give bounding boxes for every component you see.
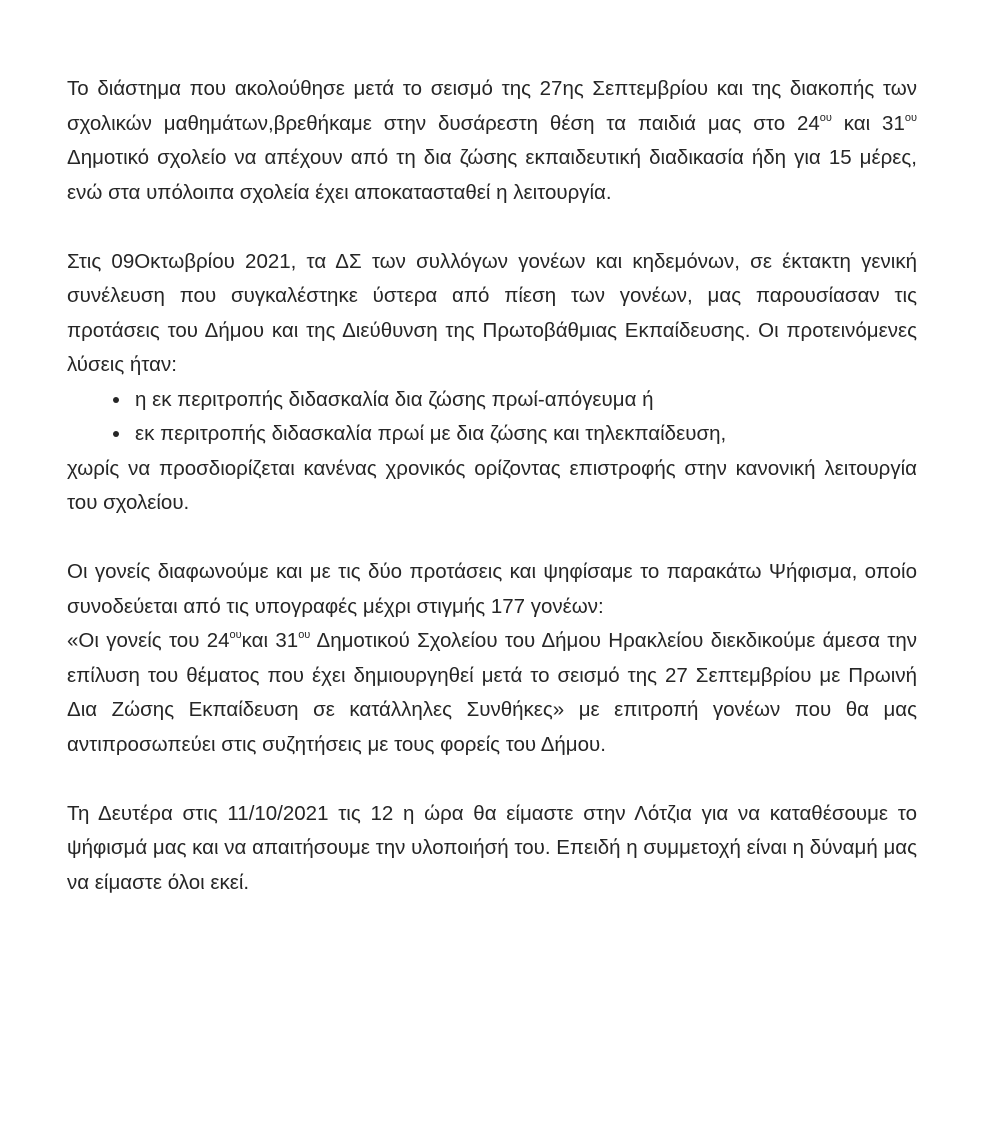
ordinal-superscript: ου	[904, 111, 917, 124]
quote-text: «Οι γονείς του 24	[67, 629, 230, 652]
paragraph-text: Το διάστημα που ακολούθησε μετά το σεισμό της 27ης Σεπτεμβρίου και της διακοπής των σχολικών μαθημάτων,βρεθήκαμε στην δυσάρεστη θέση τα παιδιά μας στο 24	[67, 77, 917, 135]
quote-text: Δημοτικού Σχολείου του Δήμου Ηρακλείου διεκδικούμε άμεσα την επίλυση του θέματος που έχει δημιουργηθεί μετά το σεισμό της 27 Σεπτεμβρίου με Πρωινή Δια Ζώσης Εκπαίδευση σε κατάλληλες Συνθήκες» με επιτροπή γονέων που θα μας αντιπροσωπεύει στις συζητήσεις με τους φορείς του Δήμου.	[67, 629, 918, 756]
paragraph-text: Δημοτικό σχολείο να απέχουν από τη δια ζώσης εκπαιδευτική διαδικασία ήδη για 15 μέρες, ενώ στα υπόλοιπα σχολεία έχει αποκατασταθεί η λειτουργία.	[67, 146, 917, 204]
paragraph-resolution-quote	[67, 624, 917, 762]
paragraph-spacer	[67, 521, 917, 556]
ordinal-superscript: ου	[229, 629, 242, 641]
ordinal-superscript: ου	[298, 629, 311, 641]
list-item-text: η εκ περιτροπής διδασκαλία δια ζώσης πρωί-απόγευμα ή	[135, 387, 654, 411]
ordinal-superscript: ου	[819, 111, 832, 124]
bullet-icon	[113, 397, 119, 403]
bullet-icon	[113, 431, 119, 437]
paragraph-spacer	[67, 762, 917, 797]
list-item	[67, 417, 917, 452]
paragraph-meeting-intro: Στις 09Οκτωβρίου 2021, τα ΔΣ των συλλόγων γονέων και κηδεμόνων, σε έκτακτη γενική συνέλευση που συγκαλέστηκε ύστερα από πίεση των γονέων, μας παρουσίασαν τις προτάσεις του Δήμου και της Διεύθυνση της Πρωτοβάθμιας Εκπαίδευσης. Οι προτεινόμενες λύσεις ήταν:	[67, 249, 917, 376]
list-item	[67, 383, 917, 418]
document-page	[67, 72, 917, 900]
paragraph-spacer	[67, 210, 917, 245]
paragraph-call-to-action: Τη Δευτέρα στις 11/10/2021 τις 12 η ώρα θα είμαστε στην Λότζια για να καταθέσουμε το ψήφισμά μας και να απαιτήσουμε την υλοποιήσή του. Επειδή η συμμετοχή είναι η δύναμή μας να είμαστε όλοι εκεί.	[67, 801, 917, 894]
paragraph-meeting-outro: χωρίς να προσδιορίζεται κανένας χρονικός ορίζοντας επιστροφής στην κανονική λειτουργία του σχολείου.	[67, 456, 917, 514]
quote-text: και 31	[241, 629, 299, 652]
paragraph-resolution-intro: Οι γονείς διαφωνούμε και με τις δύο προτάσεις και ψηφίσαμε το παρακάτω Ψήφισμα, οποίο συνοδεύεται από τις υπογραφές μέχρι στιγμής 177 γονέων:	[67, 560, 917, 618]
proposals-list	[67, 383, 917, 452]
paragraph-text: και 31	[831, 111, 905, 135]
list-item-text: εκ περιτροπής διδασκαλία πρωί με δια ζώσης και τηλεκπαίδευση,	[135, 422, 727, 445]
paragraph-earthquake-closure	[67, 72, 917, 210]
